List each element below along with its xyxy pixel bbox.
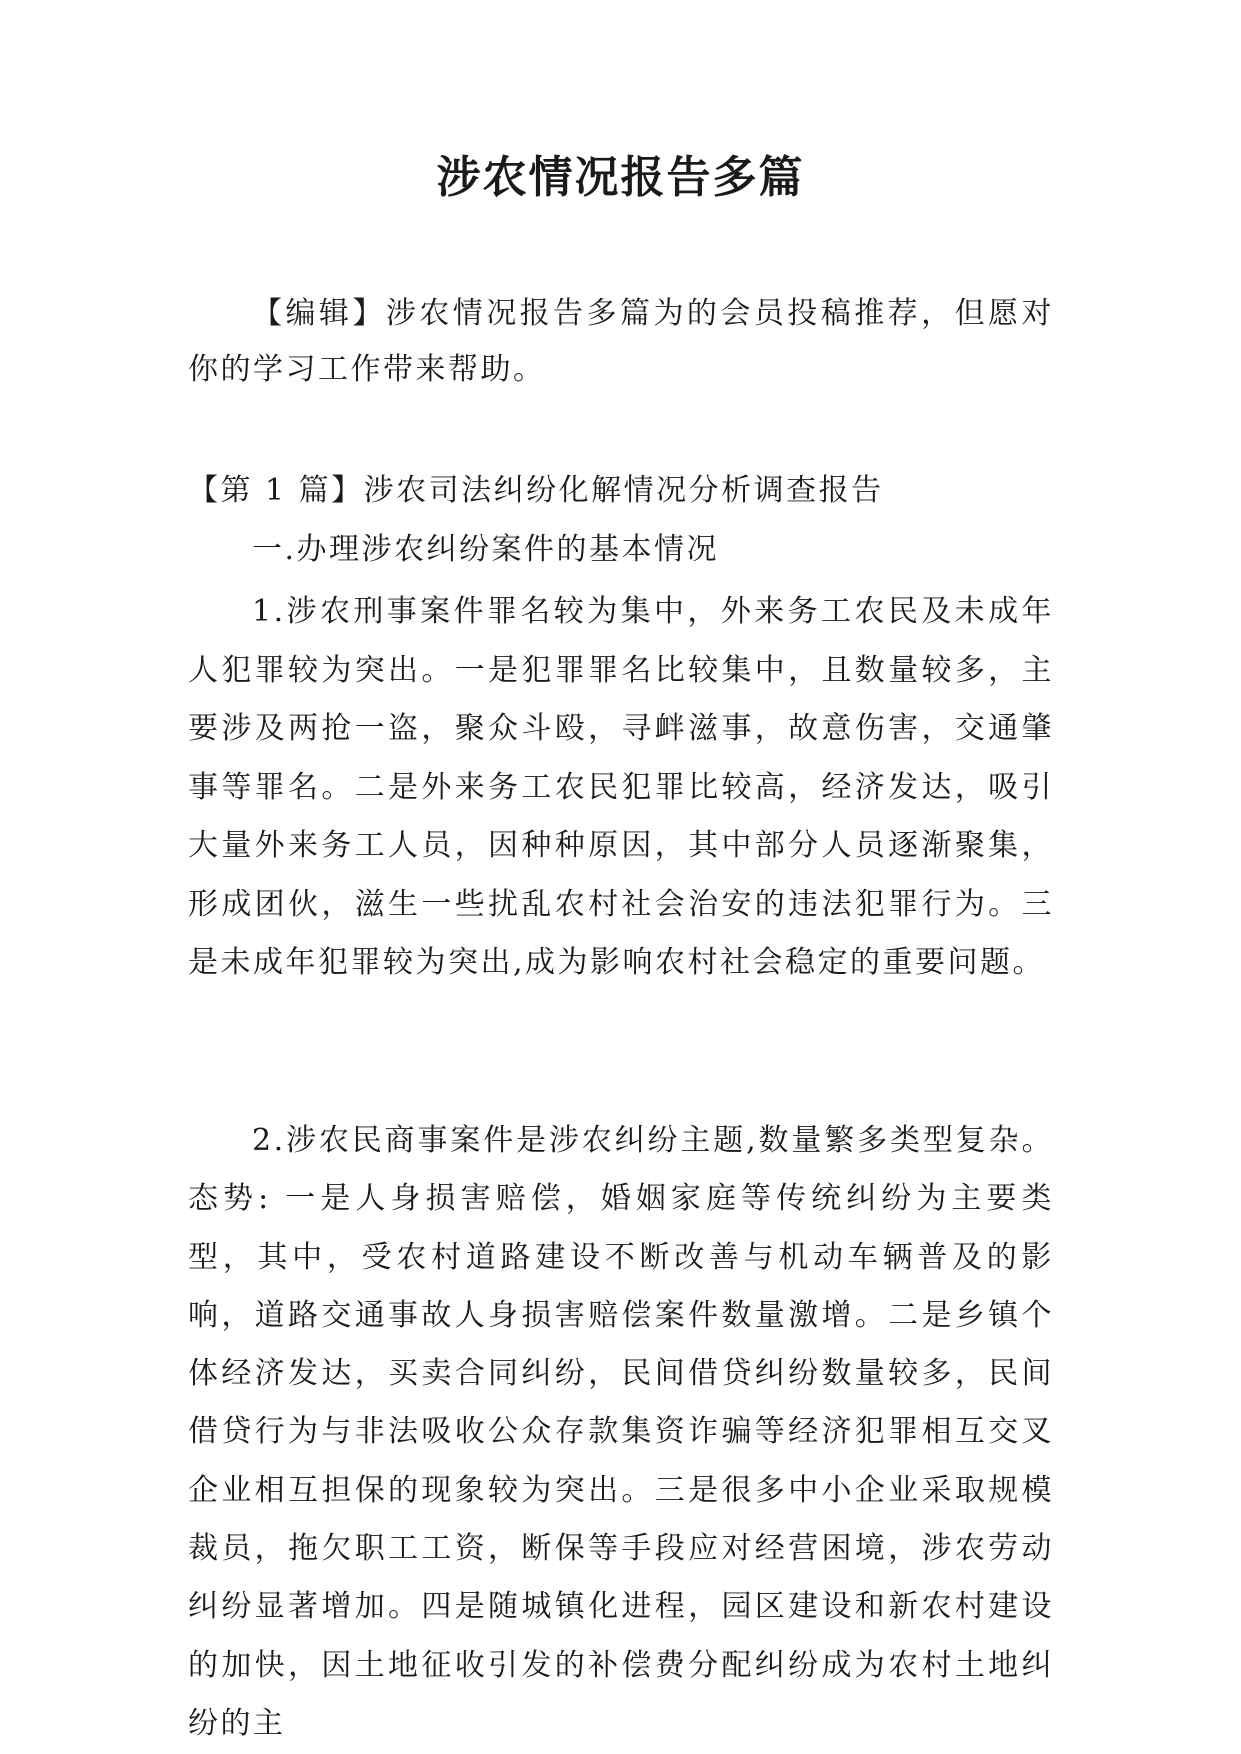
section-heading: 一.办理涉农纠纷案件的基本情况 [252, 532, 720, 567]
paragraph: 2.涉农民商事案件是涉农纠纷主题,数量繁多类型复杂。态势: 一是人身损害赔偿，婚姻家庭等传统纠纷为主要类型，其中，受农村道路建设不断改善与机动车辆普及的影响，道路交通事故人身损害赔偿案件数量激增。二是乡镇个体经济发达，买卖合同纠纷，民间借贷纠纷数量较多，民间借贷行为与非法吸收公众存款集资诈骗等经济犯罪相互交叉企业相互担保的现象较为突出。三是很多中小企业采取规模裁员，拖欠职工工资，断保等手段应对经营困境，涉农劳动纠纷显著增加。四是随城镇化进程，园区建设和新农村建设的加快，因土地征收引发的补偿费分配纠纷成为农村土地纠纷的主 [188, 1123, 1054, 1741]
page-title: 涉农情况报告多篇 [436, 152, 805, 203]
paragraph: 1.涉农刑事案件罪名较为集中，外来务工农民及未成年人犯罪较为突出。一是犯罪罪名比较集中，且数量较多，主要涉及两抢一盗，聚众斗殴，寻衅滋事，故意伤害，交通肇事等罪名。二是外来务工农民犯罪比较高，经济发达，吸引大量外来务工人员，因种种原因，其中部分人员逐渐聚集，形成团伙，滋生一些扰乱农村社会治安的违法犯罪行为。三是未成年犯罪较为突出,成为影响农村社会稳定的重要问题。 [188, 594, 1054, 980]
article-heading: 【第 1 篇】涉农司法纠纷化解情况分析调查报告 [188, 473, 884, 508]
editor-note: 【编辑】涉农情况报告多篇为的会员投稿推荐，但愿对你的学习工作带来帮助。 [188, 296, 1054, 387]
